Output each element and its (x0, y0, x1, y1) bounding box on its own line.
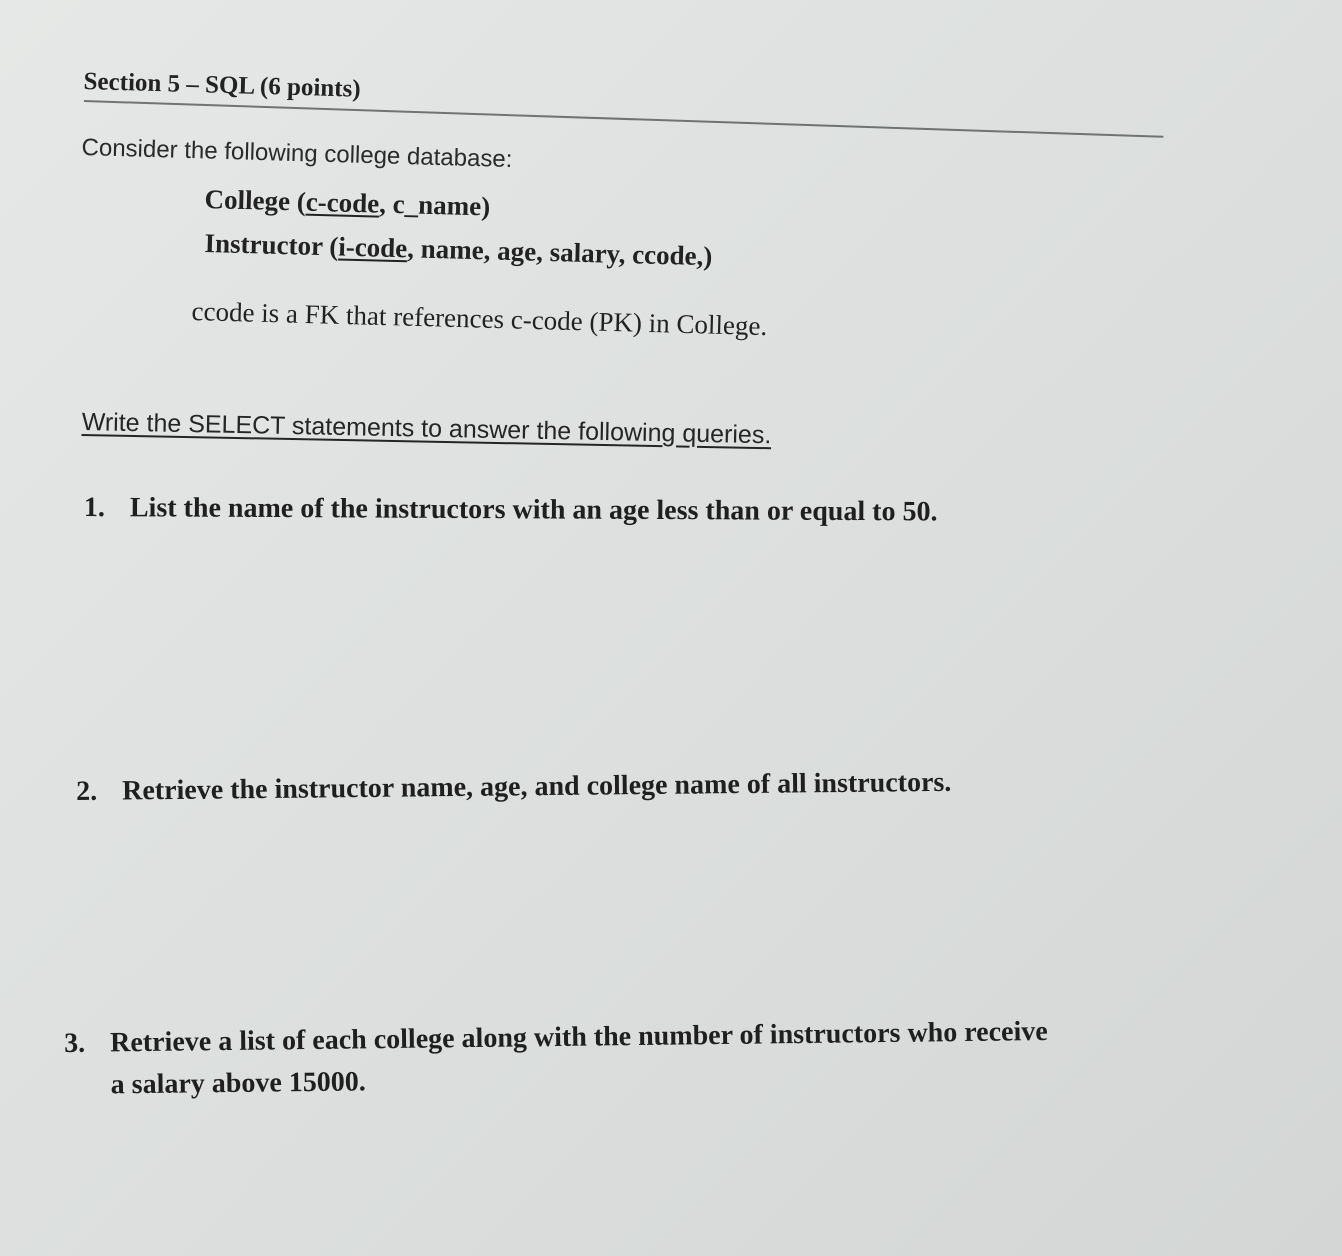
question-text: Retrieve the instructor name, age, and college name of all instructors. (121, 766, 952, 807)
section-divider (84, 100, 1163, 138)
question-1 (84, 492, 938, 528)
question-2 (76, 767, 951, 808)
instructor-primary-key: i-code (337, 231, 408, 264)
question-text: List the name of the instructors with an age less than or equal to 50. (129, 492, 938, 528)
college-open-paren: ( (296, 186, 307, 217)
schema-instructor (204, 228, 713, 272)
question-text-continued: a salary above 15000. (110, 1066, 366, 1101)
college-table-name: College (204, 184, 291, 217)
foreign-key-note: ccode is a FK that references c-code (PK) in College. (191, 296, 768, 342)
question-text: Retrieve a list of each college along with the number of instructors who receive (109, 1015, 1048, 1059)
question-number: 3. (64, 1027, 86, 1059)
instructor-open-paren: ( (328, 231, 339, 262)
intro-text: Consider the following college database: (81, 134, 513, 174)
question-number: 2. (76, 775, 98, 807)
instructor-attributes: , name, age, salary, ccode,) (406, 233, 713, 272)
schema-college (204, 184, 490, 222)
instructor-table-name: Instructor (204, 228, 323, 262)
question-3 (64, 1016, 1048, 1102)
college-attributes: , c_name) (378, 188, 491, 222)
section-title: Section 5 – SQL (6 points) (83, 68, 362, 103)
question-number: 1. (83, 492, 105, 524)
instruction-text: Write the SELECT statements to answer the following queries. (81, 408, 772, 450)
college-primary-key: c-code (305, 186, 380, 219)
